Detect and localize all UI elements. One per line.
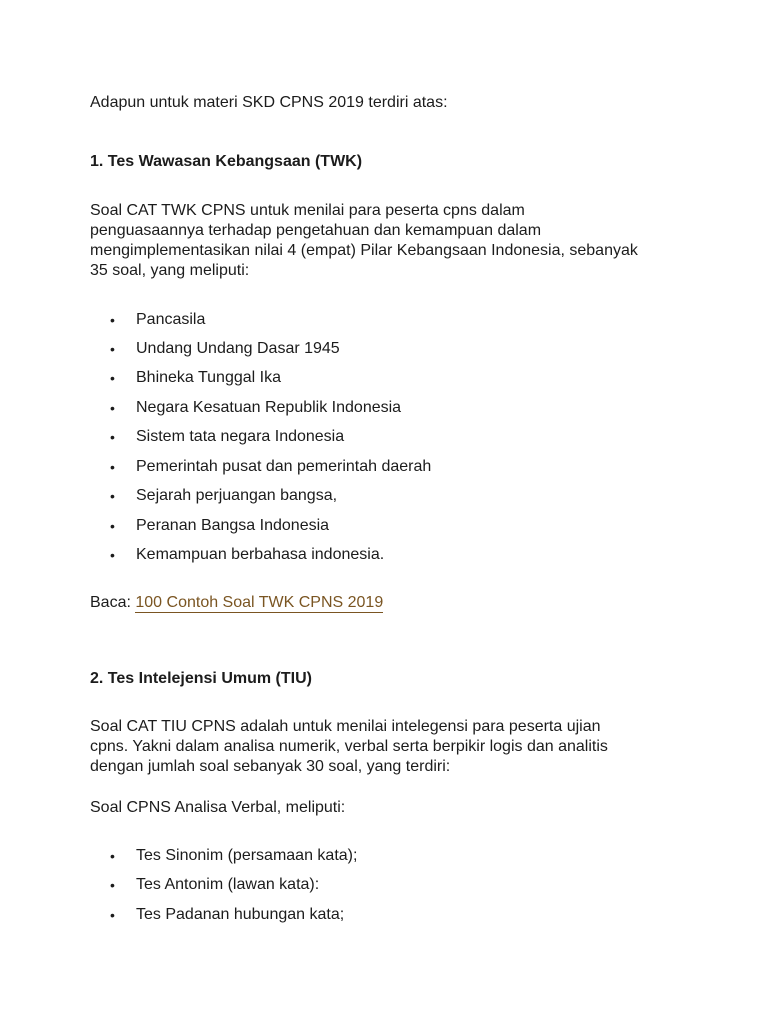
document-page: Adapun untuk materi SKD CPNS 2019 terdiri atas: 1. Tes Wawasan Kebangsaan (TWK) Soal CAT TWK CPNS untuk menilai para peserta cpns dalam penguasaannya terhadap pengetahuan dan kemampuan dalam mengimplementasikan nilai 4 (empat) Pilar Kebangsaan Indonesia, sebanyak 35 soal, yang meliputi: • Pancasila • Undang Undang Dasar 1945 • Bhineka Tunggal Ika • Negara Kesatuan Republik Indonesia • Sistem tata negara Indonesia • Pemerintah pusat dan pemerintah daerah • Sejarah perjuangan bangsa, • Peranan Bangsa Indonesia • Kemampuan berbahasa indonesia. Baca: 100 Contoh Soal TWK CPNS 2019 2. Tes Intelejensi Umum (TIU) Soal CAT TIU CPNS adalah untuk menilai intelegensi para peserta ujian cpns. Yakni dalam analisa numerik, verbal serta berpikir logis dan analitis dengan jumlah soal sebanyak 30 soal, yang terdiri: Soal CPNS Analisa Verbal, meliputi: • Tes Sinonim (persamaan kata); • Tes Antonim (lawan kata): • Tes Padanan hubungan kata; bbox=[0, 0, 768, 1024]
baca-line bbox=[90, 593, 383, 613]
bullet-icon: • bbox=[110, 848, 115, 864]
bullet-icon: • bbox=[110, 459, 115, 475]
bullet-icon: • bbox=[110, 400, 115, 416]
section-2-paragraph bbox=[90, 717, 690, 777]
paragraph-line: cpns. Yakni dalam analisa numerik, verbal serta berpikir logis dan analitis bbox=[90, 738, 608, 755]
bullet-icon: • bbox=[110, 547, 115, 563]
bullet-icon: • bbox=[110, 341, 115, 357]
intro-text: Adapun untuk materi SKD CPNS 2019 terdiri atas: bbox=[90, 94, 448, 111]
paragraph-line: Soal CAT TWK CPNS untuk menilai para peserta cpns dalam bbox=[90, 202, 525, 219]
paragraph-line: penguasaannya terhadap pengetahuan dan kemampuan dalam bbox=[90, 222, 542, 239]
paragraph-line: Soal CAT TIU CPNS adalah untuk menilai intelegensi para peserta ujian bbox=[90, 718, 601, 735]
bullet-icon: • bbox=[110, 907, 115, 923]
bullet-icon: • bbox=[110, 877, 115, 893]
paragraph-line: 35 soal, yang meliputi: bbox=[90, 262, 250, 279]
bullet-icon: • bbox=[110, 488, 115, 504]
section-1-heading: 1. Tes Wawasan Kebangsaan (TWK) bbox=[90, 153, 363, 170]
paragraph-line: mengimplementasikan nilai 4 (empat) Pilar Kebangsaan Indonesia, sebanyak bbox=[90, 242, 638, 259]
bullet-icon: • bbox=[110, 429, 115, 445]
section-2-heading: 2. Tes Intelejensi Umum (TIU) bbox=[90, 670, 312, 687]
section-1-paragraph bbox=[90, 201, 690, 281]
paragraph-line: dengan jumlah soal sebanyak 30 soal, yang terdiri: bbox=[90, 758, 451, 775]
bullet-icon: • bbox=[110, 518, 115, 534]
bullet-icon: • bbox=[110, 312, 115, 328]
twk-soal-link[interactable]: 100 Contoh Soal TWK CPNS 2019 bbox=[135, 594, 384, 611]
bullet-icon: • bbox=[110, 370, 115, 386]
baca-label: Baca: bbox=[90, 594, 131, 611]
verbal-intro: Soal CPNS Analisa Verbal, meliputi: bbox=[90, 799, 346, 816]
